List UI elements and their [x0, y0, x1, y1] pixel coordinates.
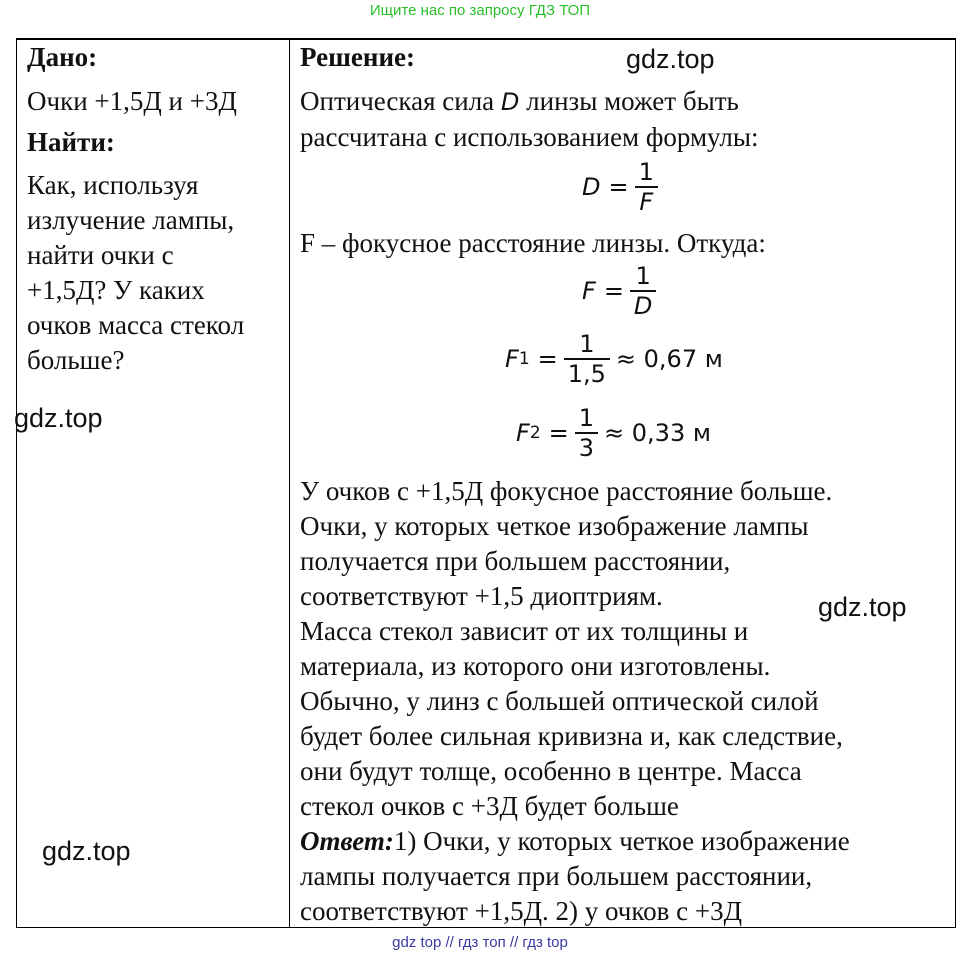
watermark: gdz.top [42, 836, 131, 866]
formula-lhs: F [582, 277, 596, 305]
footer-links: gdz top // гдз топ // гдз top [392, 934, 568, 951]
find-line: найти очки с [27, 240, 174, 270]
body-line: они будут толще, особенно в центре. Масса [300, 756, 802, 786]
fraction-denominator: F [639, 188, 654, 216]
formula-f1 [505, 330, 723, 388]
given-column [27, 40, 287, 378]
intro-text-a: Оптическая сила [300, 86, 501, 116]
solution-column [300, 40, 950, 155]
formula-fraction [635, 158, 658, 216]
formula-eq: = [548, 419, 569, 447]
answer-line-2: лампы получается при большем расстоянии, [300, 861, 813, 891]
formula-eq: = [608, 173, 629, 201]
formula-subscript: 2 [529, 423, 541, 443]
answer-line-1 [300, 824, 950, 859]
find-line: +1,5Д? У каких [27, 275, 205, 305]
formula-result: ≈ 0,67 м [615, 345, 723, 373]
body-line: Масса стекол зависит от их толщины и [300, 616, 749, 646]
body-line: У очков с +1,5Д фокусное расстояние больше. [300, 476, 833, 506]
formula-fraction [575, 404, 598, 462]
body-line: стекол очков с +3Д будет больше [300, 791, 679, 821]
solution-intro-line [300, 84, 950, 120]
fraction-denominator: 3 [578, 434, 595, 462]
find-line: больше? [27, 345, 125, 375]
formula-eq: = [603, 277, 624, 305]
body-line: Обычно, у линз с большей оптической силой [300, 686, 819, 716]
given-text: Очки +1,5Д и +3Д [27, 86, 237, 116]
body-line: будет более сильная кривизна и, как следствие, [300, 721, 843, 751]
solution-intro-line-2: рассчитана с использованием формулы: [300, 122, 759, 152]
watermark: gdz.top [14, 403, 103, 433]
formula-subscript: 1 [518, 349, 530, 369]
find-heading: Найти: [27, 127, 115, 157]
focal-length-line: F – фокусное расстояние линзы. Откуда: [300, 228, 766, 258]
answer-text-1: 1) Очки, у которых четкое изображение [393, 826, 850, 856]
formula-lhs: D [582, 173, 601, 201]
formula-focal-length [582, 262, 662, 320]
solution-heading: Решение: [300, 42, 415, 72]
fraction-denominator: 1,5 [567, 360, 606, 388]
formula-result: ≈ 0,33 м [604, 419, 711, 447]
solution-body [300, 474, 950, 929]
formula-fraction [564, 330, 610, 388]
body-line: соответствуют +1,5 диоптриям. [300, 581, 663, 611]
formula-fraction [630, 262, 656, 320]
find-line: очков масса стекол [27, 310, 245, 340]
fraction-numerator: 1 [579, 330, 595, 358]
find-line: излучение лампы, [27, 205, 235, 235]
find-question [27, 168, 287, 378]
intro-variable: D [500, 88, 520, 116]
formula-lhs: F [516, 419, 530, 447]
watermark: gdz.top [818, 592, 907, 622]
column-divider [289, 38, 290, 928]
formula-optical-power [582, 158, 664, 216]
top-banner: Ищите нас по запросу ГДЗ ТОП [369, 2, 591, 19]
intro-text-b: линзы может быть [519, 86, 739, 116]
formula-eq: = [537, 345, 558, 373]
body-line: Очки, у которых четкое изображение лампы [300, 511, 809, 541]
answer-line-3: соответствуют +1,5Д. 2) у очков с +3Д [300, 896, 742, 926]
find-line: Как, используя [27, 170, 199, 200]
formula-lhs: F [505, 345, 519, 373]
watermark: gdz.top [626, 44, 715, 74]
given-heading: Дано: [27, 42, 98, 72]
formula-f2 [516, 404, 711, 462]
answer-label: Ответ: [300, 826, 394, 856]
fraction-numerator: 1 [638, 158, 654, 186]
fraction-numerator: 1 [578, 404, 595, 432]
body-line: получается при большем расстоянии, [300, 546, 731, 576]
fraction-denominator: D [633, 292, 653, 320]
body-line: материала, из которого они изготовлены. [300, 651, 771, 681]
fraction-numerator: 1 [635, 262, 651, 290]
